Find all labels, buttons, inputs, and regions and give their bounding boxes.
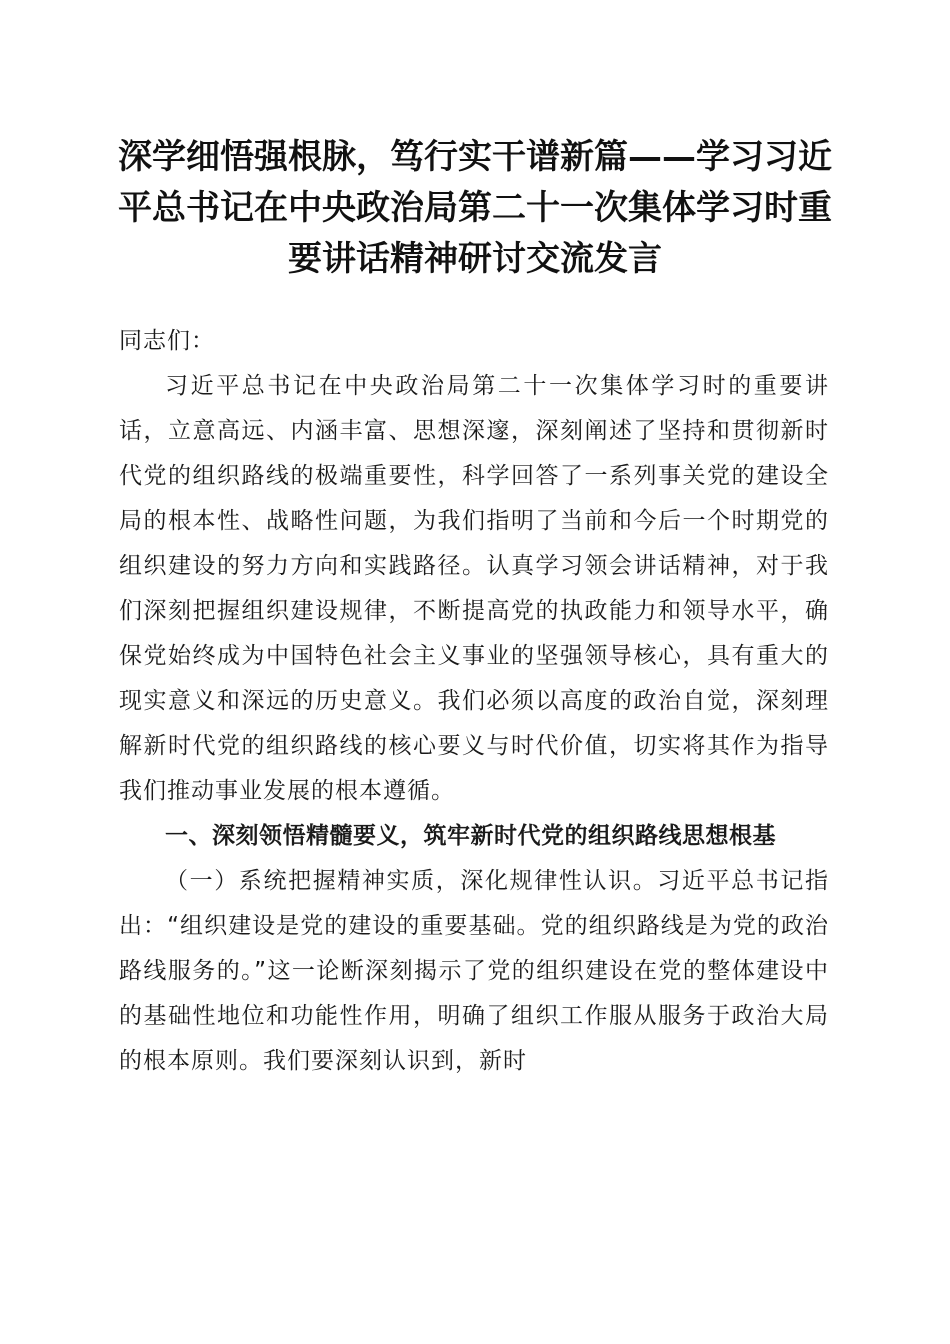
subsection-paragraph: （一）系统把握精神实质，深化规律性认识。习近平总书记指出：“组织建设是党的建设的重要基础。党的组织路线是为党的政治路线服务的。”这一论断深刻揭示了党的组织建设在党的整体建设中的基础性地位和功能性作用，明确了组织工作服从服务于政治大局的根本原则。我们要深刻认识到，新时 [119,868,829,1074]
document-body [119,319,829,1084]
salutation: 同志们： [119,328,215,354]
section-heading: 一、深刻领悟精髓要义，筑牢新时代党的组织路线思想根基 [165,823,776,849]
intro-paragraph: 习近平总书记在中央政治局第二十一次集体学习时的重要讲话，立意高远、内涵丰富、思想深邃，深刻阐述了坚持和贯彻新时代党的组织路线的极端重要性，科学回答了一系列事关党的建设全局的根本性、战略性问题，为我们指明了当前和今后一个时期党的组织建设的努力方向和实践路径。认真学习领会讲话精神，对于我们深刻把握组织建设规律，不断提高党的执政能力和领导水平，确保党始终成为中国特色社会主义事业的坚强领导核心，具有重大的现实意义和深远的历史意义。我们必须以高度的政治自觉，深刻理解新时代党的组织路线的核心要义与时代价值，切实将其作为指导我们推动事业发展的根本遵循。 [119,373,829,804]
document-title: 深学细悟强根脉，笃行实干谱新篇——学习习近平总书记在中央政治局第二十一次集体学习时重要讲话精神研讨交流发言 [118,137,832,279]
